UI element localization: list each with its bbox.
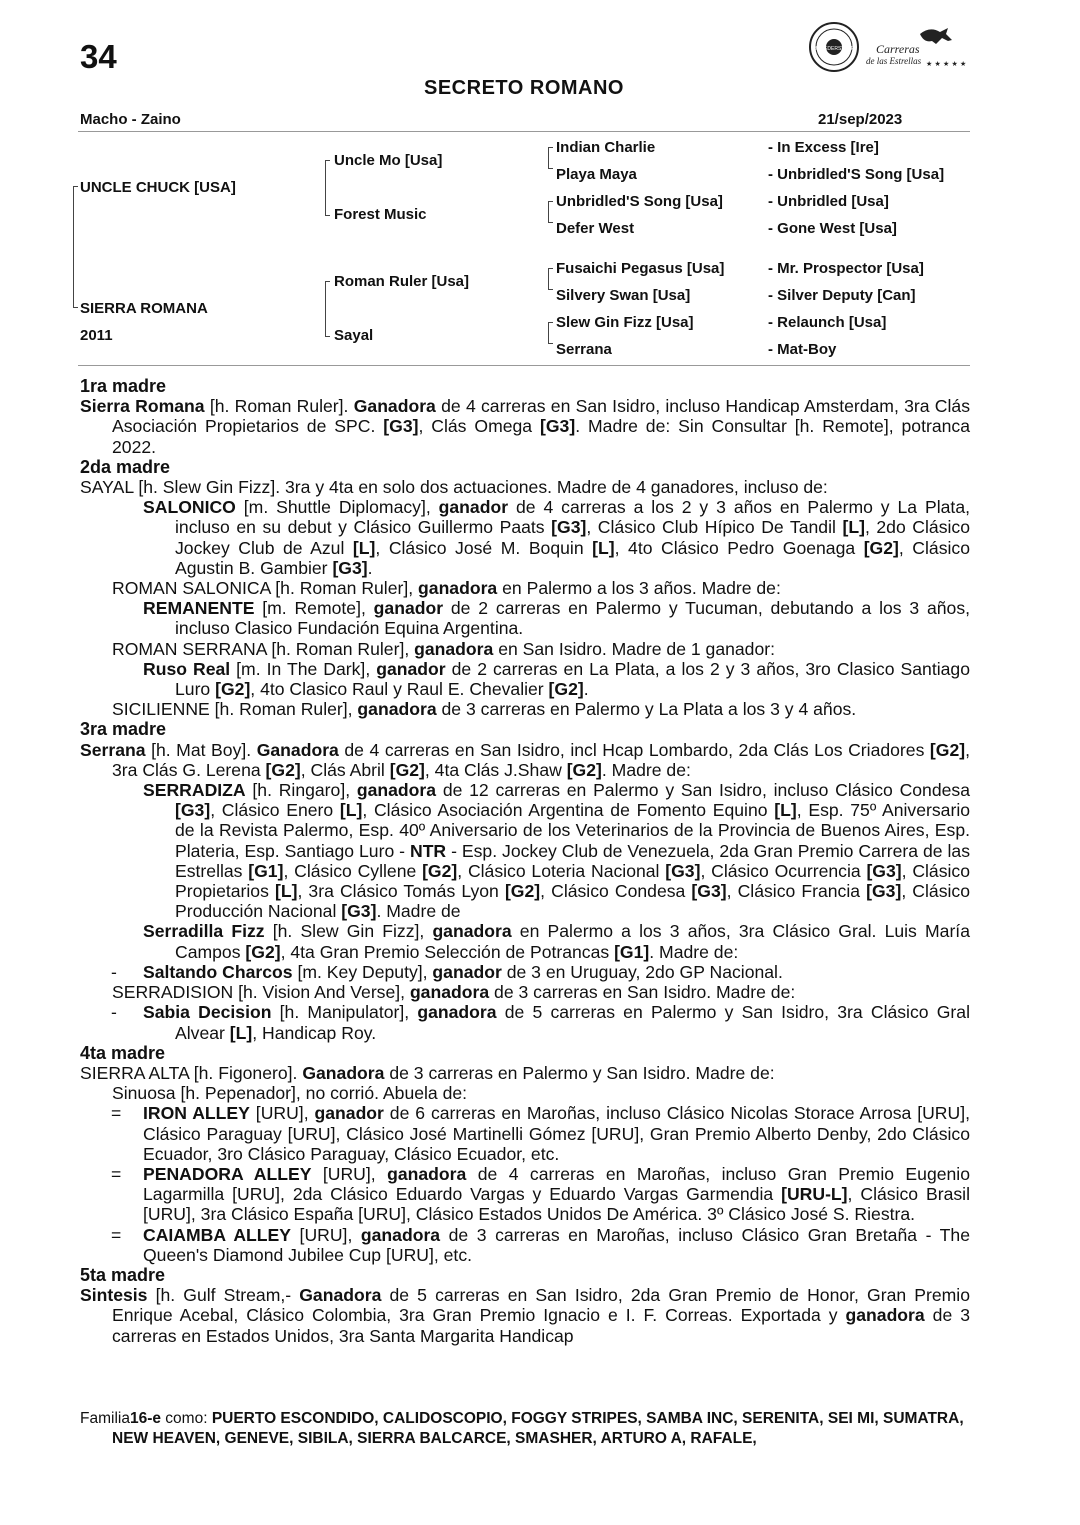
pedigree-g4-6: - Silver Deputy [Can] [768, 287, 916, 304]
paragraph: - Sabia Decision [h. Manipulator], ganadora de 5 carreras en Palermo y San Isidro, 3ra Clásico Gral Alvear [L], Handicap Roy. [111, 1002, 970, 1043]
paragraph: Sierra Romana [h. Roman Ruler]. Ganadora de 4 carreras en San Isidro, incluso Handicap Amsterdam, 3ra Clás Asociación Propietarios de SPC. [G3], Clás Omega [G3]. Madre de: Sin Consultar [h. Remote], potranca 2022. [80, 396, 970, 457]
pedigree-g3-5: Fusaichi Pegasus [Usa] [556, 260, 725, 277]
page-number: 34 [80, 38, 117, 75]
pedigree-sire: UNCLE CHUCK [USA] [80, 179, 236, 196]
pedigree-g3-7: Slew Gin Fizz [Usa] [556, 314, 694, 331]
paragraph: ROMAN SERRANA [h. Roman Ruler], ganadora en San Isidro. Madre de 1 ganador: [112, 638, 775, 659]
pedigree-g4-4: - Gone West [Usa] [768, 220, 897, 237]
paragraph: SAYAL [h. Slew Gin Fizz]. 3ra y 4ta en solo dos actuaciones. Madre de 4 ganadores, incluso de: [80, 477, 828, 498]
carreras-de-las-estrellas-logo [866, 28, 966, 68]
pedigree-g3-6: Silvery Swan [Usa] [556, 287, 691, 304]
pedigree-g4-1: - In Excess [Ire] [768, 139, 879, 156]
paragraph: - Saltando Charcos [m. Key Deputy], ganador de 3 en Uruguay, 2do GP Nacional. [111, 961, 783, 982]
bracket-gen3-3 [548, 268, 553, 290]
paragraph: Serradilla Fizz [h. Slew Gin Fizz], ganadora en Palermo a los 3 años, 3ra Clásico Gral. Luis María Campos [G2], 4ta Gran Premio Selección de Potrancas [G1]. Madre de: [143, 921, 970, 962]
page-title: SECRETO ROMANO [424, 77, 624, 99]
pedigree-g3-2: Playa Maya [556, 166, 637, 183]
heading-1ra-madre: 1ra madre [80, 376, 167, 396]
divider-bottom [78, 365, 970, 366]
paragraph: Serrana [h. Mat Boy]. Ganadora de 4 carreras en San Isidro, incl Hcap Lombardo, 2da Clás Los Criadores [G2], 3ra Clás G. Lerena [G2], Clás Abril [G2], 4ta Clás J.Shaw [G2]. Madre de: [80, 739, 970, 780]
family-footer [80, 1409, 972, 1449]
paragraph: Familia16-e como: PUERTO ESCONDIDO, CALIDOSCOPIO, FOGGY STRIPES, SAMBA INC, SERENITA, SEI MI, SUMATRA, NEW HEAVEN, GENEVE, SIBILA, SIERRA BALCARCE, SMASHER, ARTURO A, RAFALE, [80, 1410, 964, 1447]
paragraph: = IRON ALLEY [URU], ganador de 6 carreras en Maroñas, incluso Clásico Nicolas Storace Arrosa [URU], Clásico Paraguay [URU], Clásico José Martinelli Gómez [URU], Gran Premio Alberto Denby, 2do Clásico Ecuador, 3ro Clásico Paraguay, Clásico Ecuador, etc. [111, 1103, 970, 1164]
svg-text:BREEDERS' CUP: BREEDERS' CUP [813, 46, 855, 52]
paragraph: = CAIAMBA ALLEY [URU], ganadora de 3 carreras en Maroñas, incluso Clásico Gran Bretaña - The Queen's Diamond Jubilee Cup [URU], etc. [111, 1224, 970, 1265]
date: 21/sep/2023 [818, 111, 903, 128]
pedigree-g4-2: - Unbridled'S Song [Usa] [768, 166, 945, 183]
bracket-gen1 [73, 186, 78, 308]
heading-4ta-madre: 4ta madre [80, 1042, 166, 1063]
svg-text:de las Estrellas: de las Estrellas [866, 56, 922, 66]
pedigree-g3-4: Defer West [556, 220, 635, 237]
family-notes [80, 376, 970, 1346]
paragraph: Sinuosa [h. Pepenador], no corrió. Abuela de: [112, 1083, 468, 1104]
pedigree-sire-sire: Uncle Mo [Usa] [334, 152, 443, 169]
paragraph: SERRADISION [h. Vision And Verse], ganadora de 3 carreras en San Isidro. Madre de: [112, 982, 796, 1003]
sex-color: Macho - Zaino [80, 111, 181, 128]
pedigree-g3-1: Indian Charlie [556, 139, 656, 156]
stars-icon: ★ ★ ★ ★ ★ [926, 60, 967, 68]
paragraph: Sintesis [h. Gulf Stream,- Ganadora de 5 carreras en San Isidro, 2da Gran Premio de Honor, Gran Premio Enrique Acebal, Clásico Colombia, 3ra Gran Premio Ignacio e I. F. Correas. Exportada y ganadora de 3 carreras en Estados Unidos, 3ra Santa Margarita Handicap [80, 1285, 970, 1346]
paragraph: SICILIENNE [h. Roman Ruler], ganadora de 3 carreras en Palermo y La Plata a los 3 y 4 años. [112, 699, 857, 720]
pedigree-g4-5: - Mr. Prospector [Usa] [768, 260, 924, 277]
paragraph: SIERRA ALTA [h. Figonero]. Ganadora de 3 carreras en Palermo y San Isidro. Madre de: [80, 1062, 775, 1083]
paragraph: Ruso Real [m. In The Dark], ganador de 2 carreras en La Plata, a los 2 y 3 años, 3ro Clasico Santiago Luro [G2], 4to Clasico Raul y Raul E. Chevalier [G2]. [143, 658, 970, 700]
bracket-gen3-4 [548, 322, 553, 344]
pedigree-g4-3: - Unbridled [Usa] [768, 193, 889, 210]
paragraph: SERRADIZA [h. Ringaro], ganadora de 12 carreras en Palermo y San Isidro, incluso Clásico Condesa [G3], Clásico Enero [L], Clásico Asociación Argentina de Fomento Equino [L], Esp. 75º Aniversario de la Revista Palermo, Esp. 40º Aniversario de los Veterinarios de la Provincia de Buenos Aires, Esp. Plateria, Esp. Santiago Luro - NTR - Esp. Jockey Club de Venezuela, 2da Gran Premio Carrera de las Estrellas [G1], Clásico Cyllene [G2], Clásico Loteria Nacional [G3], Clásico Ocurrencia [G3], Clásico Propietarios [L], 3ra Clásico Tomás Lyon [G2], Clásico Condesa [G3], Clásico Francia [G3], Clásico Producción Nacional [G3]. Madre de [143, 780, 971, 922]
heading-2da-madre: 2da madre [80, 456, 171, 477]
pedigree-g3-8: Serrana [556, 341, 612, 358]
pedigree-g4-7: - Relaunch [Usa] [768, 314, 887, 331]
bracket-gen3-1 [548, 147, 553, 169]
pedigree-dam-dam: Sayal [334, 327, 374, 344]
heading-5ta-madre: 5ta madre [80, 1264, 166, 1285]
paragraph: ROMAN SALONICA [h. Roman Ruler], ganadora en Palermo a los 3 años. Madre de: [112, 578, 781, 599]
paragraph: REMANENTE [m. Remote], ganador de 2 carreras en Palermo y Tucuman, debutando a los 3 años, incluso Clasico Fundación Equina Argentina. [143, 598, 971, 639]
divider-top [78, 131, 970, 132]
pedigree-sire-dam: Forest Music [334, 206, 427, 223]
bracket-gen2-top [325, 160, 330, 216]
pedigree-dam: SIERRA ROMANA [80, 300, 208, 317]
logos [808, 20, 973, 75]
horse-icon [920, 28, 952, 44]
bracket-gen3-2 [548, 201, 553, 223]
bracket-gen2-bottom [325, 281, 330, 337]
pedigree-g3-3: Unbridled'S Song [Usa] [556, 193, 723, 210]
paragraph: = PENADORA ALLEY [URU], ganadora de 4 carreras en Maroñas, incluso Gran Premio Eugenio Lagarmilla [URU], 2da Clásico Eduardo Vargas y Eduardo Vargas Garmendia [URU-L], Clásico Brasil [URU], 3ra Clásico España [URU], Clásico Estados Unidos De América. 3º Clásico José S. Riestra. [111, 1163, 970, 1225]
paragraph: SALONICO [m. Shuttle Diplomacy], ganador de 4 carreras a los 2 y 3 años en Palermo y La Plata, incluso en su debut y Clásico Guillermo Paats [G3], Clásico Club Hípico De Tandil [L], 2do Clásico Jockey Club de Azul [L], Clásico José M. Boquin [L], 4to Clásico Pedro Goenaga [G2], Clásico Agustin B. Gambier [G3]. [143, 497, 970, 578]
heading-3ra-madre: 3ra madre [80, 719, 167, 740]
breeders-cup-logo [810, 23, 858, 71]
pedigree-year: 2011 [80, 327, 113, 344]
pedigree-g4-8: - Mat-Boy [768, 341, 837, 358]
pedigree-dam-sire: Roman Ruler [Usa] [334, 273, 470, 290]
svg-text:Carreras: Carreras [876, 42, 920, 56]
